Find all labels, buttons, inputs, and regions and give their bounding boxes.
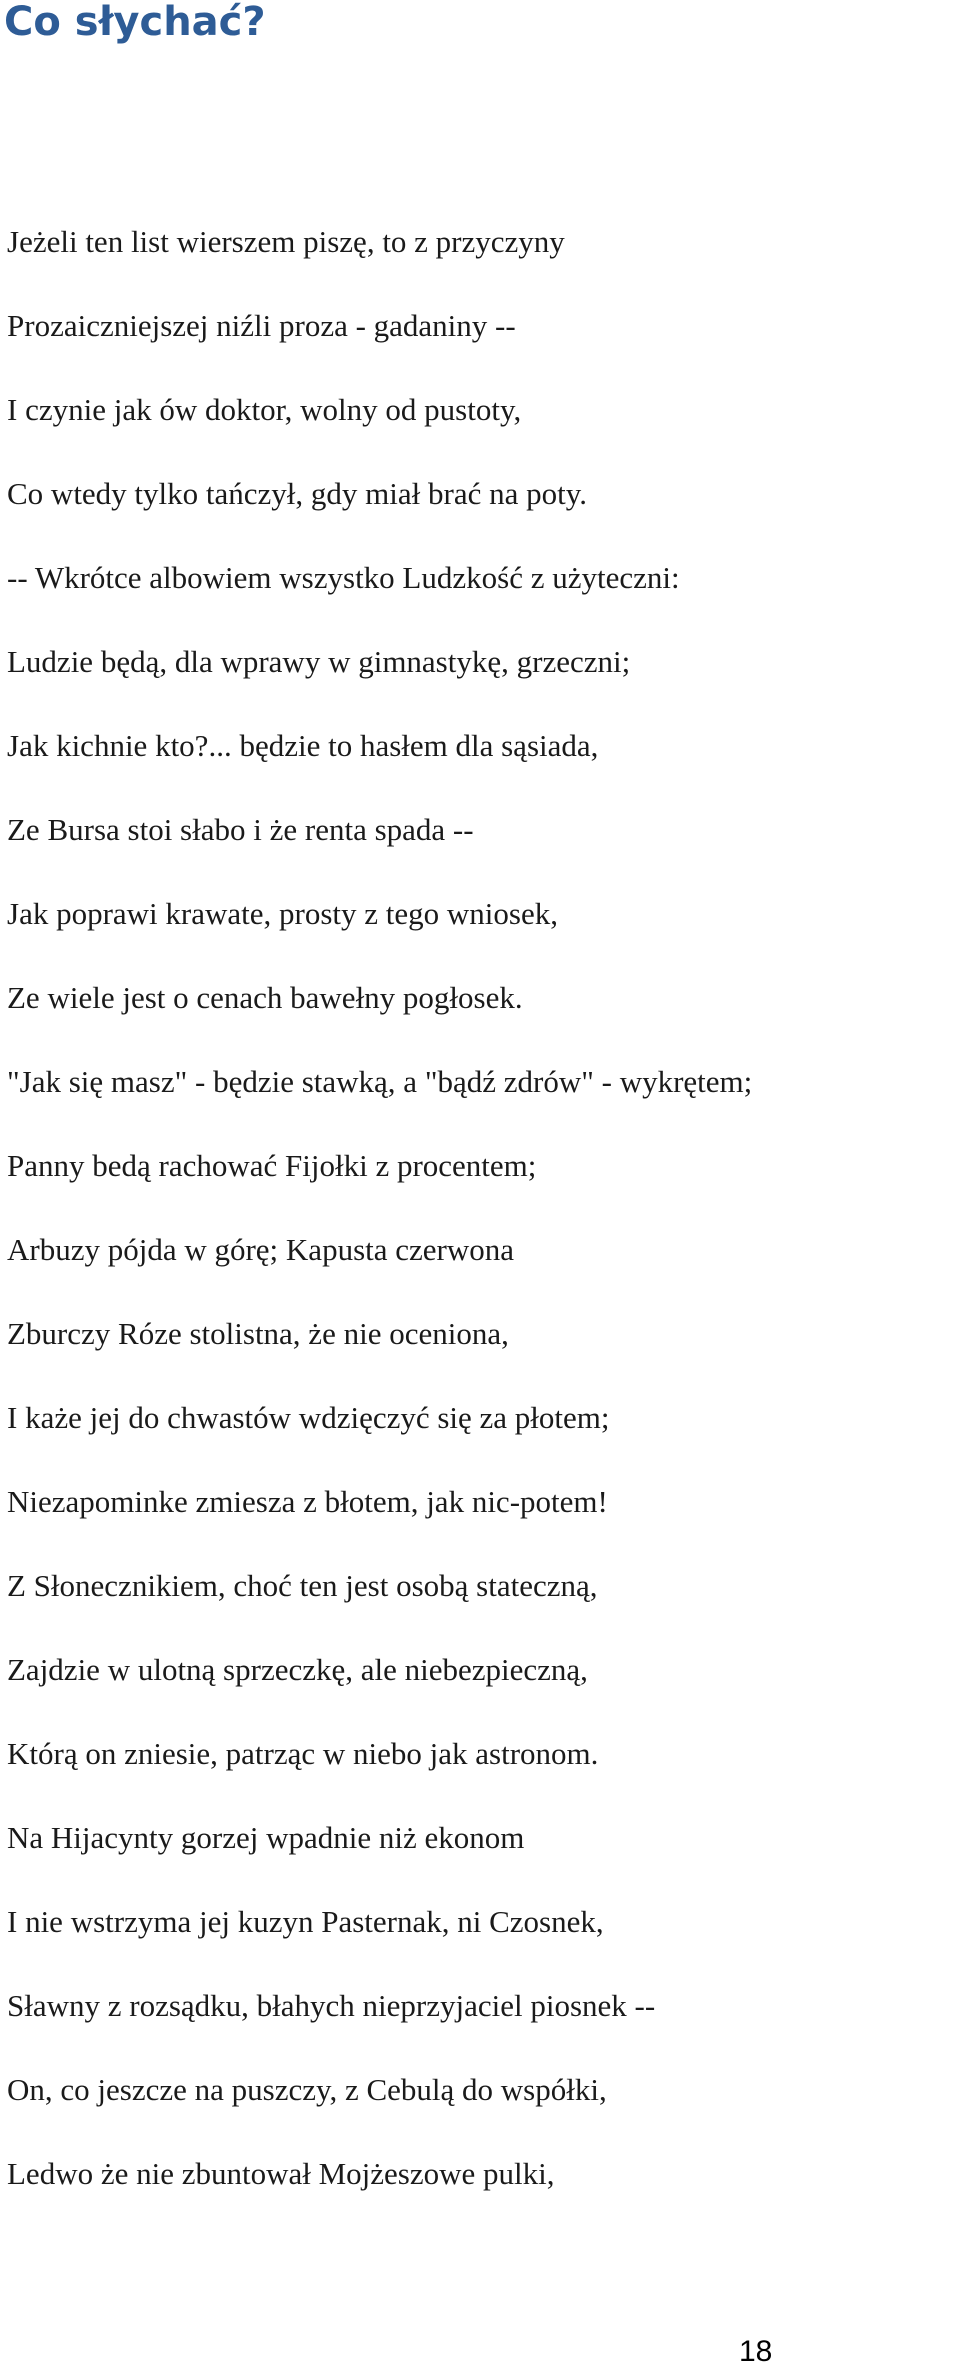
- poem-line: Panny bedą rachować Fijołki z procentem;: [7, 1148, 537, 1183]
- poem-body: [7, 220, 752, 2236]
- poem-line: Zajdzie w ulotną sprzeczkę, ale niebezpieczną,: [7, 1652, 588, 1687]
- poem-line: Co wtedy tylko tańczył, gdy miał brać na poty.: [7, 476, 587, 511]
- poem-line: Sławny z rozsądku, błahych nieprzyjaciel piosnek --: [7, 1988, 656, 2023]
- poem-line: Na Hijacynty gorzej wpadnie niż ekonom: [7, 1820, 525, 1855]
- page-number: 18: [739, 2335, 773, 2368]
- poem-line: I czynie jak ów doktor, wolny od pustoty,: [7, 392, 522, 427]
- poem-line: Ludzie będą, dla wprawy w gimnastykę, grzeczni;: [7, 644, 631, 679]
- poem-line: Ze Bursa stoi słabo i że renta spada --: [7, 812, 474, 847]
- poem-line: Jeżeli ten list wierszem piszę, to z przyczyny: [7, 224, 565, 259]
- poem-line: I każe jej do chwastów wdzięczyć się za płotem;: [7, 1400, 610, 1435]
- page-title: Co słychać?: [4, 0, 266, 45]
- poem-line: Arbuzy pójda w górę; Kapusta czerwona: [7, 1232, 515, 1267]
- poem-line: Jak poprawi krawate, prosty z tego wniosek,: [7, 896, 558, 931]
- poem-line: Niezapominke zmiesza z błotem, jak nic-potem!: [7, 1484, 608, 1519]
- poem-line: Z Słonecznikiem, choć ten jest osobą stateczną,: [7, 1568, 598, 1603]
- poem-line: -- Wkrótce albowiem wszystko Ludzkość z użyteczni:: [7, 560, 680, 595]
- poem-line: Prozaiczniejszej niźli proza - gadaniny --: [7, 308, 516, 343]
- poem-line: "Jak się masz" - będzie stawką, a "bądź zdrów" - wykrętem;: [7, 1064, 753, 1099]
- poem-line: On, co jeszcze na puszczy, z Cebulą do współki,: [7, 2072, 607, 2107]
- poem-line: Ze wiele jest o cenach bawełny pogłosek.: [7, 980, 523, 1015]
- poem-line: Którą on zniesie, patrząc w niebo jak astronom.: [7, 1736, 599, 1771]
- poem-line: Ledwo że nie zbuntował Mojżeszowe pulki,: [7, 2156, 555, 2191]
- poem-line: Zburczy Róze stolistna, że nie oceniona,: [7, 1316, 509, 1351]
- poem-line: I nie wstrzyma jej kuzyn Pasternak, ni Czosnek,: [7, 1904, 604, 1939]
- poem-line: Jak kichnie kto?... będzie to hasłem dla sąsiada,: [7, 728, 599, 763]
